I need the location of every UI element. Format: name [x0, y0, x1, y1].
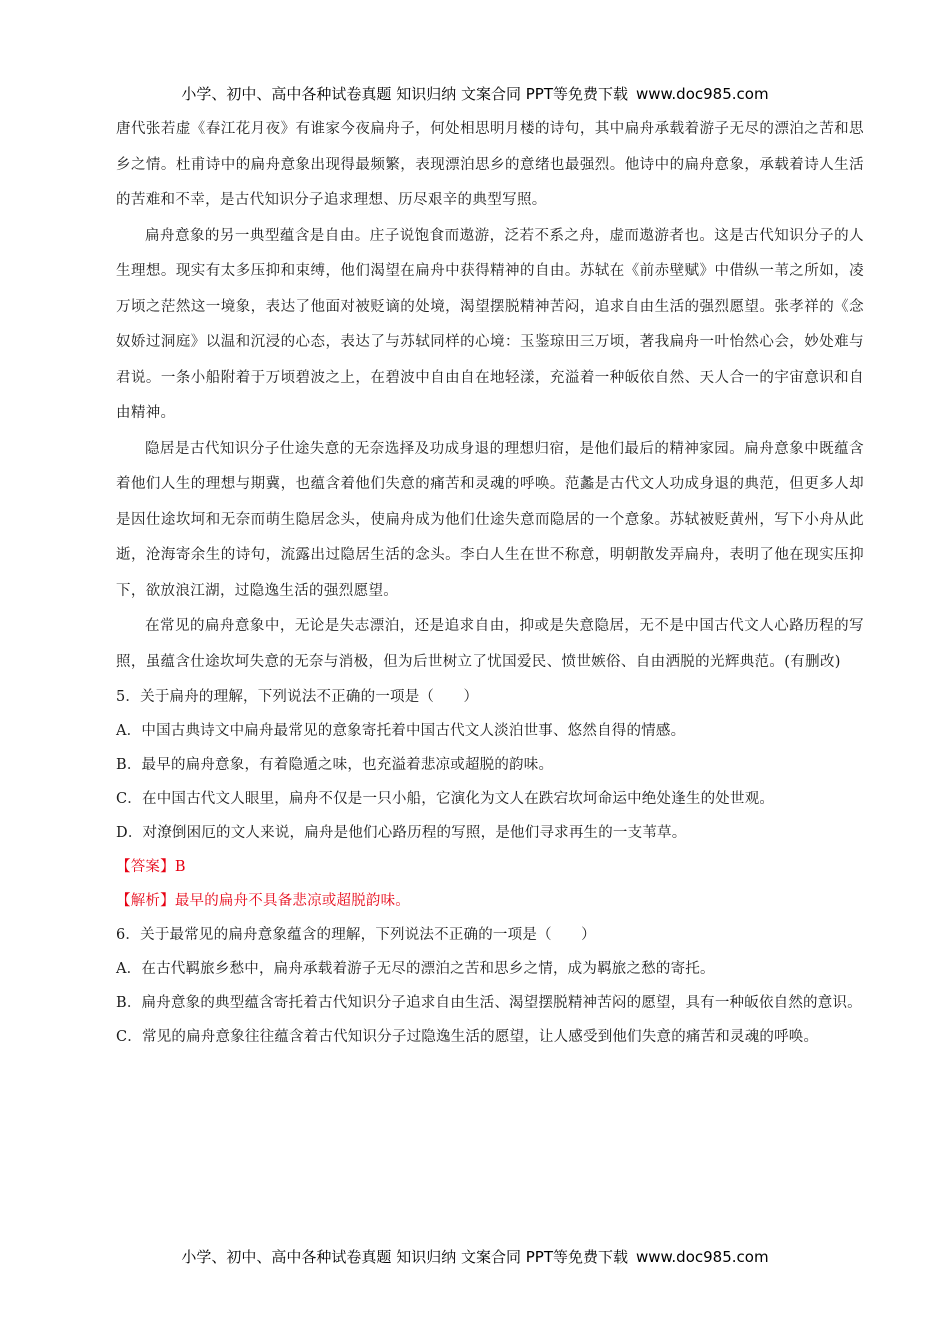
question-6-stem: 6．关于最常见的扁舟意象蕴含的理解，下列说法不正确的一项是（ ） — [116, 927, 596, 943]
document-body — [116, 112, 864, 1054]
question-5-option-d: D．对潦倒困厄的文人来说，扁舟是他们心路历程的写照，是他们寻求再生的一支苇草。 — [116, 825, 687, 841]
article-paragraph-1: 唐代张若虚《春江花月夜》有谁家今夜扁舟子，何处相思明月楼的诗句，其中扁舟承载着游子无尽的漂泊之苦和思乡之情。杜甫诗中的扁舟意象出现得最频繁，表现漂泊思乡的意绪也最强烈。他诗中的扁舟意象，承载着诗人生活的苦难和不幸，是古代知识分子追求理想、历尽艰辛的典型写照。 — [116, 121, 864, 208]
footer-site-link[interactable]: www.doc985.com — [635, 1248, 769, 1266]
answer-label: 【答案】 — [116, 859, 175, 875]
article-paragraph-3: 隐居是古代知识分子仕途失意的无奈选择及功成身退的理想归宿，是他们最后的精神家园。扁舟意象中既蕴含着他们人生的理想与期冀，也蕴含着他们失意的痛苦和灵魂的呼唤。范蠡是古代文人功成身退的典范，但更多人却是因仕途坎坷和无奈而萌生隐居念头，使扁舟成为他们仕途失意而隐居的一个意象。苏轼被贬黄州，写下小舟从此逝，沧海寄余生的诗句，流露出过隐居生活的念头。李白人生在世不称意，明朝散发弄扁舟，表明了他在现实压抑下，欲放浪江湖，过隐逸生活的强烈愿望。 — [116, 440, 864, 599]
question-6-option-c: C．常见的扁舟意象往往蕴含着古代知识分子过隐逸生活的愿望，让人感受到他们失意的痛苦和灵魂的呼唤。 — [116, 1029, 819, 1045]
question-6-option-b: B．扁舟意象的典型蕴含寄托着古代知识分子追求自由生活、渴望摆脱精神苦闷的愿望，具有一种皈依自然的意识。 — [116, 995, 862, 1011]
header-banner — [0, 83, 950, 104]
analysis-text: 最早的扁舟不具备悲凉或超脱韵味。 — [174, 893, 411, 909]
header-site-link[interactable]: www.doc985.com — [635, 85, 769, 103]
answer-value: B — [174, 859, 186, 875]
footer-text: 小学、初中、高中各种试卷真题 知识归纳 文案合同 PPT等免费下载 — [181, 1248, 628, 1266]
question-5-stem: 5．关于扁舟的理解，下列说法不正确的一项是（ ） — [116, 689, 479, 705]
question-5-option-b: B．最早的扁舟意象，有着隐遁之味，也充溢着悲凉或超脱的韵味。 — [116, 757, 554, 773]
question-5-answer — [116, 850, 864, 884]
question-6-option-a: A．在古代羁旅乡愁中，扁舟承载着游子无尽的漂泊之苦和思乡之情，成为羁旅之愁的寄托。 — [116, 961, 715, 977]
header-text: 小学、初中、高中各种试卷真题 知识归纳 文案合同 PPT等免费下载 — [181, 85, 628, 103]
article-paragraph-2: 扁舟意象的另一典型蕴含是自由。庄子说饱食而遨游，泛若不系之舟，虚而遨游者也。这是古代知识分子的人生理想。现实有太多压抑和束缚，他们渴望在扁舟中获得精神的自由。苏轼在《前赤壁赋》中借纵一苇之所如，凌万顷之茫然这一境象，表达了他面对被贬谪的处境，渴望摆脱精神苦闷，追求自由生活的强烈愿望。张孝祥的《念奴娇过洞庭》以温和沉浸的心态，表达了与苏轼同样的心境：玉鉴琼田三万顷，著我扁舟一叶怡然心会，妙处难与君说。一条小船附着于万顷碧波之上，在碧波中自由自在地轻漾，充溢着一种皈依自然、天人合一的宇宙意识和自由精神。 — [116, 227, 864, 421]
question-5-analysis — [116, 884, 864, 918]
question-5-option-a: A．中国古典诗文中扁舟最常见的意象寄托着中国古代文人淡泊世事、悠然自得的情感。 — [116, 723, 686, 739]
article-paragraph-4: 在常见的扁舟意象中，无论是失志漂泊，还是追求自由，抑或是失意隐居，无不是中国古代文人心路历程的写照，虽蕴含仕途坎坷失意的无奈与消极，但为后世树立了忧国爱民、愤世嫉俗、自由洒脱的光辉典范。(有删改) — [116, 618, 864, 670]
question-5-option-c: C．在中国古代文人眼里，扁舟不仅是一只小船，它演化为文人在跌宕坎坷命运中绝处逢生的处世观。 — [116, 791, 775, 807]
analysis-label: 【解析】 — [116, 893, 175, 909]
footer-banner — [0, 1246, 950, 1267]
